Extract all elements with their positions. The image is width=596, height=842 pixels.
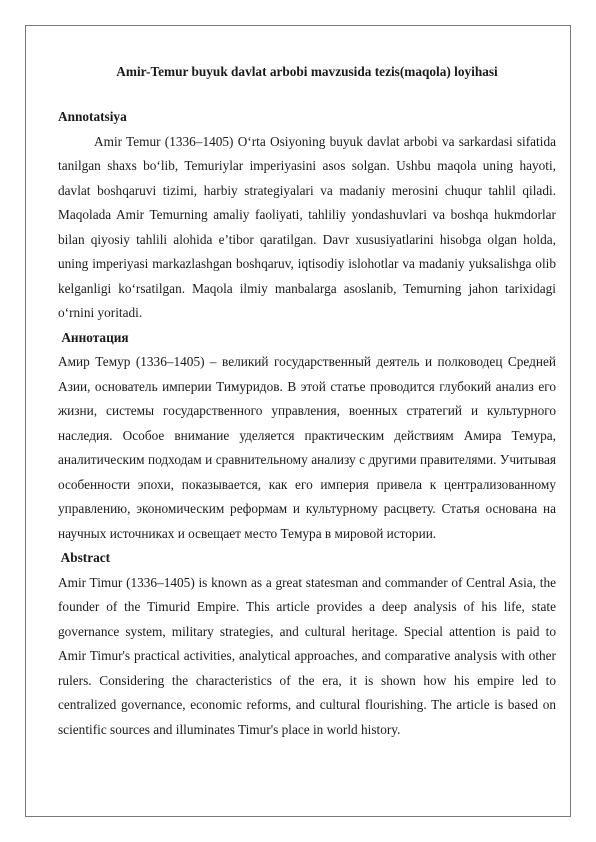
abstract-en-heading: Abstract [58, 550, 111, 565]
annotation-uz-text: Amir Temur (1336–1405) O‘rta Osiyoning buyuk davlat arbobi va sarkardasi sifatida tanilgan shaxs bo‘lib, Temuriylar imperiyasini asos solgan. Ushbu maqola uning hayoti, davlat boshqaruvi tizimi, harbiy strategiyalari va madaniy merosini chuqur tahlil qiladi. Maqolada Amir Temurning amaliy faoliyati, tahliliy yondashuvlari va boshqa hukmdorlar bilan qiyosiy tahlili alohida e’tibor qaratilgan. Davr xususiyatlarini hisobga olgan holda, uning imperiyasi markazlashgan boshqaruv, iqtisodiy islohotlar va madaniy yuksalishga olib kelganligi ko‘rsatilgan. Maqola ilmiy manbalarga asoslanib, Temurning jahon tarixidagi o‘rnini yoritadi. [58, 133, 556, 320]
document-content [58, 60, 556, 742]
title-spacer [58, 84, 556, 105]
document-title: Amir-Temur buyuk davlat arbobi mavzusida tezis(maqola) loyihasi [116, 64, 498, 79]
annotation-ru-heading: Аннотация [58, 329, 129, 345]
document-page [25, 25, 571, 817]
annotation-ru-text: Амир Темур (1336–1405) – великий государственный деятель и полководец Средней Азии, основатель империи Тимуридов. В этой статье проводится глубокий анализ его жизни, системы государственного управления, военных стратегий и культурного наследия. Особое внимание уделяется практическим действиям Амира Темура, аналитическим подходам и сравнительному анализу с другими правителями. Учитывая особенности эпохи, показывается, как его империя привела к централизованному управлению, экономическим реформам и культурному расцвету. Статья основана на научных источниках и освещает место Темура в мировой истории. [58, 354, 556, 541]
annotation-uz-heading: Annotatsiya [58, 109, 127, 124]
abstract-en-text: Amir Timur (1336–1405) is known as a great statesman and commander of Central Asia, the founder of the Timurid Empire. This article provides a deep analysis of his life, state governance system, military strategies, and cultural heritage. Special attention is paid to Amir Timur's practical activities, analytical approaches, and comparative analysis with other rulers. Considering the characteristics of the era, it is shown how his empire led to centralized governance, economic reforms, and cultural flourishing. The article is based on scientific sources and illuminates Timur's place in world history. [58, 574, 556, 737]
